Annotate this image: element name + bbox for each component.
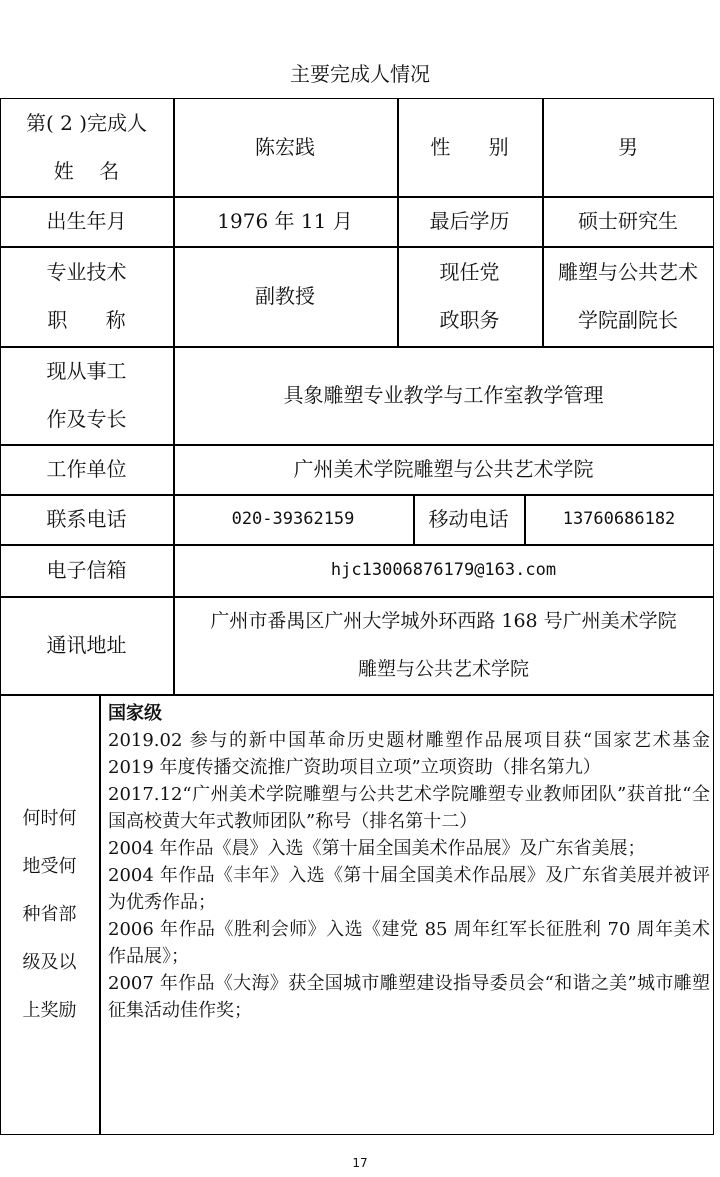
page-title: 主要完成人情况 [290,62,430,86]
professional-title-label-line2: 职 称 [47,308,126,332]
party-post-label-line2: 政职务 [439,308,500,332]
completer-label [0,98,173,196]
work-unit-label: 工作单位 [46,457,127,481]
party-post-label-line1: 现任党 [439,260,500,284]
email-label: 电子信箱 [46,558,127,582]
awards-label-line: 何时何 [22,807,77,829]
awards-label-line: 上奖励 [22,999,77,1021]
name-value: 陈宏践 [255,135,315,159]
work-unit-value: 广州美术学院雕塑与公共艺术学院 [293,457,594,481]
address-line2: 雕塑与公共艺术学院 [357,658,529,680]
party-post-label [397,246,542,346]
expertise-label-line2: 作及专长 [46,407,127,431]
birth-value: 1976 年 11 月 [217,209,353,233]
party-post-value-line1: 雕塑与公共艺术 [558,260,698,284]
expertise-value: 具象雕塑专业教学与工作室教学管理 [283,383,604,407]
phone-value: 020-39362159 [231,509,355,529]
expertise-label [0,346,173,444]
address-value [173,596,714,694]
professional-title-value: 副教授 [255,284,315,308]
party-post-value-line2: 学院副院长 [578,308,678,332]
page-number: 17 [352,1156,368,1170]
award-item: 2004 年作品《丰年》入选《第十届全国美术作品展》及广东省美展并被评为优秀作品； [108,865,710,913]
awards-label-line: 地受何 [22,855,77,877]
awards-label-line: 级及以 [22,951,77,973]
row-divider [0,694,714,696]
award-item: 2007 年作品《大海》获全国城市雕塑建设指导委员会“和谐之美”城市雕塑征集活动佳作奖； [108,973,710,1021]
awards-content [108,700,710,1024]
award-item: 2004 年作品《晨》入选《第十届全国美术作品展》及广东省美展； [108,838,646,859]
gender-label: 性 别 [430,135,509,159]
award-item: 2017.12“广州美术学院雕塑与公共艺术学院雕塑专业教师团队”获首批“全国高校黄大年式教师团队”称号（排名第十二） [108,784,710,832]
education-label: 最后学历 [429,209,510,233]
gender-value: 男 [618,135,638,159]
birth-label: 出生年月 [46,209,127,233]
awards-label [0,694,99,1135]
party-post-value [542,246,714,346]
completer-label-line1: 第( 2 )完成人 [25,111,148,135]
address-label: 通讯地址 [46,633,127,657]
award-item: 2019.02 参与的新中国革命历史题材雕塑作品展项目获“国家艺术基金 2019 年度传播交流推广资助项目立项”立项资助（排名第九） [108,730,710,778]
mobile-label: 移动电话 [428,507,509,531]
address-line1: 广州市番禺区广州大学城外环西路 168 号广州美术学院 [210,610,677,632]
awards-heading: 国家级 [108,703,162,724]
column-divider [99,694,101,1135]
professional-title-label [0,246,173,346]
award-item: 2006 年作品《胜利会师》入选《建党 85 周年红军长征胜利 70 周年美术作品展》； [108,919,710,967]
professional-title-label-line1: 专业技术 [46,260,127,284]
expertise-label-line1: 现从事工 [46,359,127,383]
mobile-value: 13760686182 [562,509,676,529]
education-value: 硕士研究生 [578,209,678,233]
awards-label-line: 种省部 [22,903,77,925]
name-label: 姓 名 [53,159,120,183]
email-value: hjc13006876179@163.com [330,560,557,580]
phone-label: 联系电话 [46,507,127,531]
